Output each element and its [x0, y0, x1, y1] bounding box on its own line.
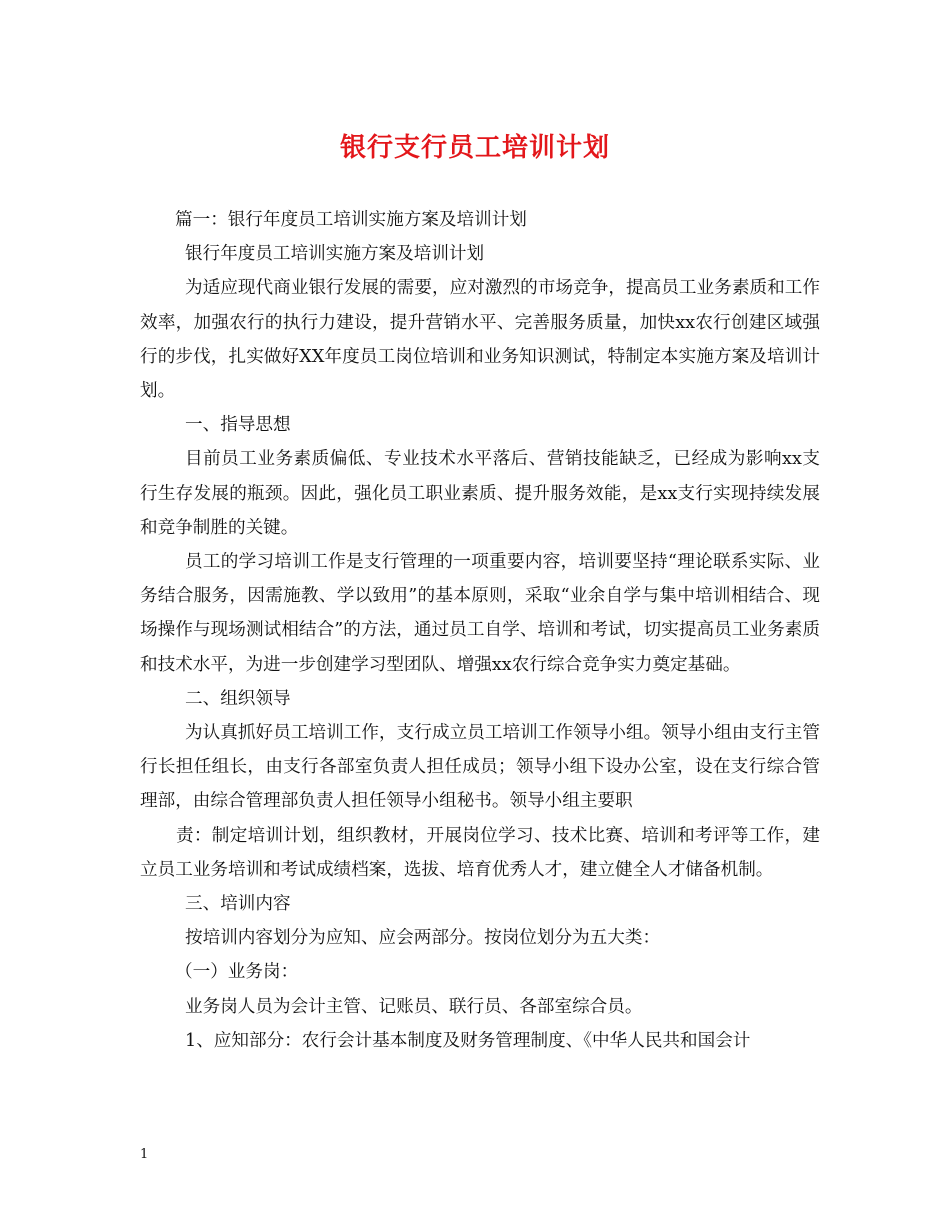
section-heading-organization: 二、组织领导: [185, 688, 291, 709]
section-heading-training-content: 三、培训内容: [185, 894, 291, 915]
paragraph-business-post-staff: 业务岗人员为会计主管、记账员、联行员、各部室综合员。: [185, 996, 643, 1017]
subsection-heading-business-post: （一）业务岗：: [175, 962, 299, 983]
paragraph-training-principles: 员工的学习培训工作是支行管理的一项重要内容，培训要坚持“理论联系实际、业务结合服务，因需施教、学以致用”的基本原则，采取“业余自学与集中培训相结合、现场操作与现场测试相结合”的方法，通过员工自学、培训和考试，切实提高员工业务素质和技术水平，为进一步创建学习型团队、增强xx农行综合竞争实力奠定基础。: [140, 552, 820, 675]
document-title: 银行支行员工培训计划: [339, 133, 610, 163]
paragraph-leadership-group: 为认真抓好员工培训工作，支行成立员工培训工作领导小组。领导小组由支行主管行长担任组长，由支行各部室负责人担任成员；领导小组下设办公室，设在支行综合管理部，由综合管理部负责人担任领导小组秘书。领导小组主要职: [140, 723, 820, 812]
page-number: 1: [140, 1147, 149, 1162]
paragraph-subtitle: 银行年度员工培训实施方案及培训计划: [185, 244, 485, 265]
paragraph-knowledge-part: 1、应知部分：农行会计基本制度及财务管理制度、《中华人民共和国会计: [185, 1030, 751, 1051]
paragraph-current-situation: 目前员工业务素质偏低、专业技术水平落后、营销技能缺乏，已经成为影响xx支行生存发展的瓶颈。因此，强化员工职业素质、提升服务效能，是xx支行实现持续发展和竞争制胜的关键。: [140, 449, 820, 538]
document-body: [140, 203, 820, 1058]
paragraph-responsibilities: 责：制定培训计划，组织教材，开展岗位学习、技术比赛、培训和考评等工作，建立员工业务培训和考试成绩档案，选拔、培育优秀人才，建立健全人才储备机制。: [140, 825, 820, 880]
paragraph-intro: 为适应现代商业银行发展的需要，应对激烈的市场竞争，提高员工业务素质和工作效率，加强农行的执行力建设，提升营销水平、完善服务质量，加快xx农行创建区域强行的步伐，扎实做好XX年度员工岗位培训和业务知识测试，特制定本实施方案及培训计划。: [140, 278, 820, 402]
section-heading-guiding-ideology: 一、指导思想: [185, 415, 291, 436]
paragraph-content-division: 按培训内容划分为应知、应会两部分。按岗位划分为五大类：: [185, 928, 661, 949]
paragraph-chapter-heading: 篇一：银行年度员工培训实施方案及培训计划: [175, 210, 527, 230]
